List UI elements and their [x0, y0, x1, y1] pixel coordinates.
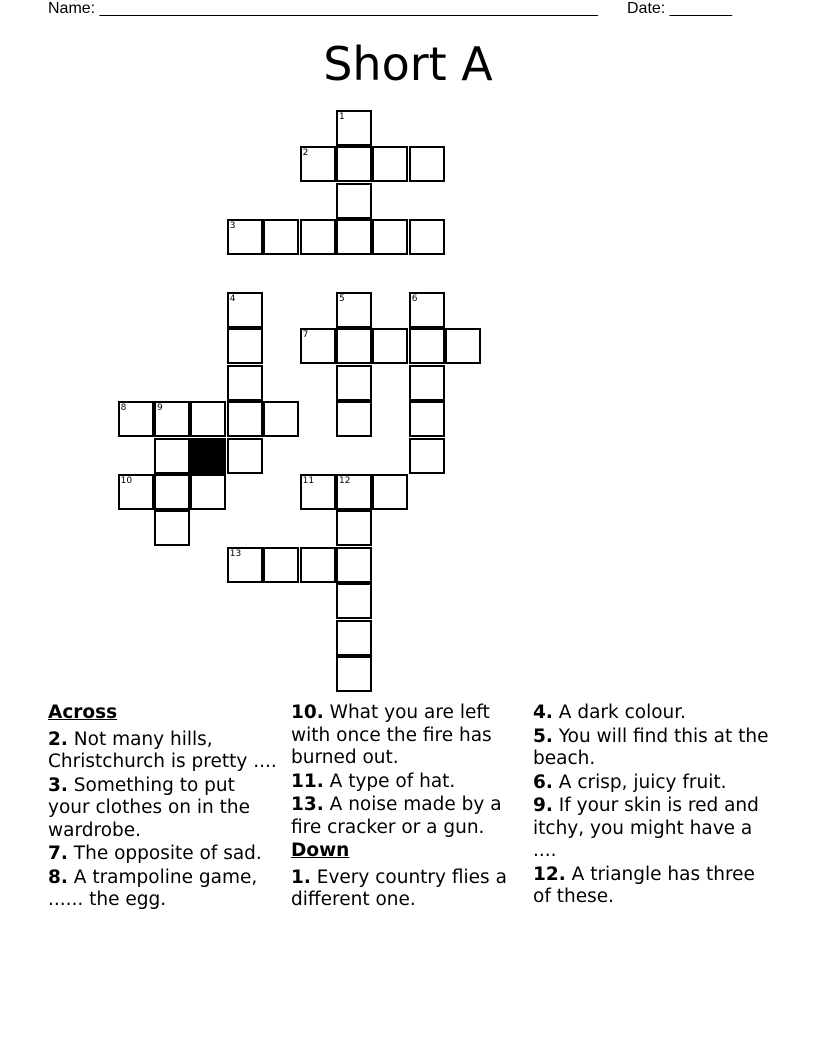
clue-number: 2. [48, 728, 68, 750]
grid-cell[interactable] [227, 547, 263, 583]
grid-cell[interactable] [227, 401, 263, 437]
grid-cell[interactable] [409, 328, 445, 364]
clue-text: Not many hills, Christchurch is pretty .... [48, 728, 277, 772]
grid-cell[interactable] [372, 219, 408, 255]
clues-column-1 [48, 702, 280, 913]
grid-cell[interactable] [336, 583, 372, 619]
clue-number: 12. [533, 863, 566, 885]
grid-cell[interactable] [336, 110, 372, 146]
clue [533, 772, 773, 795]
grid-cell[interactable] [372, 328, 408, 364]
clue-number: 12 [339, 476, 351, 486]
grid-cell[interactable] [409, 438, 445, 474]
grid-cell[interactable] [336, 365, 372, 401]
clue-number: 8 [120, 403, 127, 414]
clue-number: 6. [533, 771, 553, 793]
grid-cell[interactable] [300, 146, 336, 182]
grid-cell[interactable] [263, 401, 299, 437]
clue [291, 702, 523, 770]
clue [48, 867, 280, 912]
grid-cell[interactable] [336, 328, 372, 364]
grid-cell[interactable] [190, 474, 226, 510]
clue [48, 843, 280, 866]
clue [48, 775, 280, 843]
grid-cell[interactable] [409, 365, 445, 401]
grid-cell[interactable] [409, 146, 445, 182]
clue-number: 7. [48, 843, 68, 864]
grid-cell[interactable] [336, 219, 372, 255]
grid-cell[interactable] [336, 656, 372, 692]
clue-number: 10. [291, 702, 324, 723]
grid-cell[interactable] [263, 219, 299, 255]
grid-cell[interactable] [154, 401, 190, 437]
grid-cell[interactable] [372, 474, 408, 510]
clue-number: 9 [157, 403, 163, 414]
clue [291, 867, 523, 912]
grid-cell[interactable] [227, 219, 263, 255]
grid-cell[interactable] [300, 474, 336, 510]
across-clue-list [48, 729, 280, 912]
grid-cell[interactable] [300, 219, 336, 255]
clue-number: 11 [302, 476, 315, 486]
clue-text: A triangle has three of these. [533, 863, 755, 907]
clue-text: A crisp, juicy fruit. [552, 771, 727, 793]
grid-cell[interactable] [190, 401, 226, 437]
grid-cell[interactable] [409, 219, 445, 255]
grid-cell[interactable] [227, 292, 263, 328]
clue-number: 4. [533, 702, 553, 723]
grid-cell[interactable] [154, 510, 190, 546]
grid-cell[interactable] [154, 474, 190, 510]
grid-cell[interactable] [118, 474, 154, 510]
clue-number: 10 [120, 476, 133, 486]
grid-cell[interactable] [336, 183, 372, 219]
clue-number: 4 [229, 294, 236, 304]
clue-text: Every country flies a different one. [291, 866, 507, 910]
clue [291, 771, 523, 794]
clue-number: 8. [48, 866, 68, 888]
blocked-cell [190, 438, 226, 474]
grid-cell[interactable] [300, 328, 336, 364]
clue-text: A trampoline game, ...... the egg. [48, 866, 258, 910]
clue [533, 795, 773, 863]
clue-number: 11. [291, 770, 324, 792]
clue [48, 729, 280, 774]
grid-cell[interactable] [227, 365, 263, 401]
clue-text: A noise made by a fire cracker or a gun. [291, 794, 502, 838]
clue-number: 3 [229, 221, 236, 232]
clue-text: A dark colour. [552, 702, 687, 723]
grid-cell[interactable] [227, 328, 263, 364]
grid-cell[interactable] [336, 510, 372, 546]
clue-text: Something to put your clothes on in the wardrobe. [48, 774, 251, 841]
clue-number: 13 [229, 548, 242, 559]
clue-number: 9. [533, 795, 553, 816]
clue-text: A type of hat. [323, 770, 456, 792]
grid-cell[interactable] [336, 292, 372, 328]
grid-cell[interactable] [409, 292, 445, 328]
clue [533, 864, 773, 909]
clue [533, 726, 773, 771]
down-clue-list [291, 867, 523, 912]
clue-number: 5 [339, 294, 345, 304]
clue [291, 794, 523, 839]
grid-cell[interactable] [263, 547, 299, 583]
page-title: Short A [323, 37, 493, 91]
grid-cell[interactable] [336, 146, 372, 182]
clue-number: 2 [302, 148, 309, 159]
clue-number: 7 [302, 330, 309, 341]
grid-cell[interactable] [118, 401, 154, 437]
clue-number: 6 [411, 294, 418, 304]
clue-number: 13. [291, 794, 324, 815]
clue-text: What you are left with once the fire has burned out. [291, 702, 492, 768]
across-clue-list-continued [291, 702, 523, 839]
clue-number: 1. [291, 866, 311, 888]
grid-cell[interactable] [372, 146, 408, 182]
clue-text: You will find this at the beach. [533, 725, 769, 769]
clue [533, 702, 773, 725]
grid-cell[interactable] [336, 547, 372, 583]
clue-text: The opposite of sad. [67, 843, 262, 864]
date-field-label[interactable]: Date: _______ [627, 0, 732, 17]
grid-cell[interactable] [336, 474, 372, 510]
clue-text: If your skin is red and itchy, you might have a .... [533, 795, 759, 861]
clue-number: 3. [48, 774, 68, 796]
name-field-label[interactable]: Name: ________________________________________________________ [48, 0, 598, 17]
grid-cell[interactable] [154, 438, 190, 474]
clues-column-3 [533, 702, 773, 910]
across-heading: Across [48, 702, 118, 723]
grid-cell[interactable] [227, 438, 263, 474]
grid-cell[interactable] [336, 620, 372, 656]
clue-number: 5. [533, 725, 553, 747]
down-heading: Down [291, 840, 350, 861]
grid-cell[interactable] [300, 547, 336, 583]
down-clue-list-continued [533, 702, 773, 909]
clues-column-2 [291, 702, 523, 913]
grid-cell[interactable] [409, 401, 445, 437]
grid-cell[interactable] [336, 401, 372, 437]
clue-number: 1 [339, 112, 345, 122]
grid-cell[interactable] [445, 328, 481, 364]
